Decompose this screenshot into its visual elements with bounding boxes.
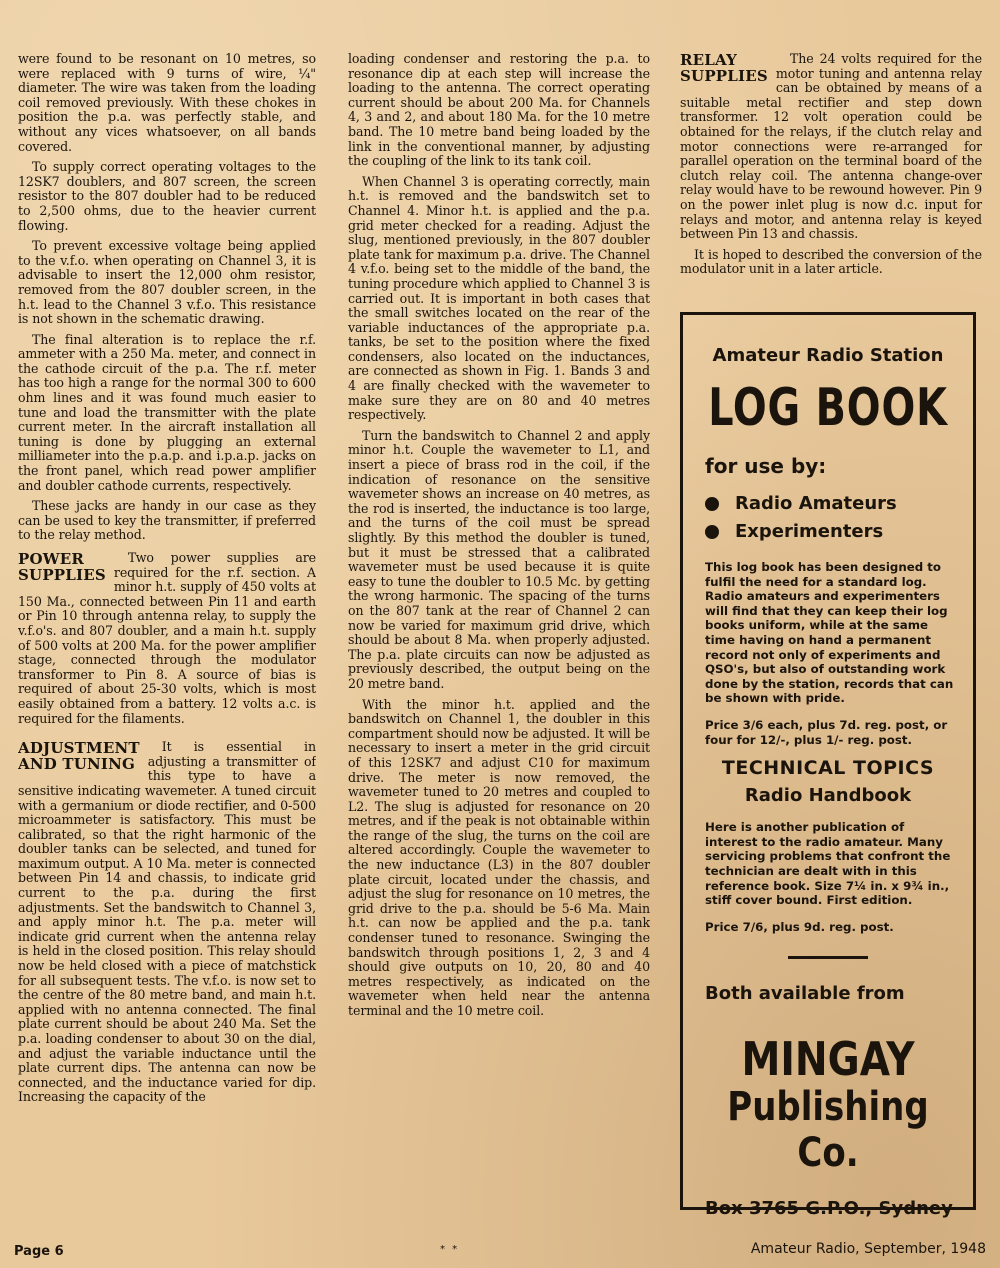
- paragraph: were found to be resonant on 10 metres, so were replaced with 9 turns of wire, ¼" diameter. The wire was taken from the loading coil removed previously. With these chokes in position the p.a. was perfectly stable, and without any vices whatsoever, on all bands covered.: [18, 52, 316, 154]
- paragraph: The 24 volts required for the motor tuning and antenna relay can be obtained by means of a suitable metal rectifier and step down transformer. 12 volt operation could be obtained for the relays, if the clutch relay and motor connections were re-arranged for parallel operation on the terminal board of the clutch relay coil. The antenna change-over relay would have to be rewound however. Pin 9 on the power inlet plug is now d.c. input for relays and motor, and antenna relay is keyed between Pin 13 and chassis.: [680, 52, 982, 242]
- publisher-name: MINGAY: [741, 1032, 915, 1087]
- column-left: [18, 52, 316, 1242]
- ad-subheading: for use by:: [705, 454, 827, 478]
- footer-ornament: * *: [440, 1244, 460, 1255]
- paragraph: It is essential in adjusting a transmitter of this type to have a sensitive indicating wavemeter. A tuned circuit with a germanium or diode rectifier, and 0-500 microammeter is satisfactory. This must be calibrated, so that the right harmonic of the doubler tanks can be selected, and tuned for maximum output. A 10 Ma. meter is connected between Pin 14 and chassis, to indicate grid current to the p.a. during the first adjustments. Set the bandswitch to Channel 3, and apply minor h.t. The p.a. meter will indicate grid current when the antenna relay is held in the closed position. This relay should now be held closed with a piece of matchstick for all subsequent tests. The v.f.o. is now set to the centre of the 80 metre band, and main h.t. applied with no antenna connected. The final plate current should be about 240 Ma. Set the p.a. loading condenser to about 30 on the dial, and adjust the variable inductance until the plate current dips. The antenna can now be connected, and the inductance varied for dip. Increasing the capacity of the: [18, 740, 316, 1105]
- ad-description: This log book has been designed to fulfil the need for a standard log. Radio amateurs and experimenters will find that they can keep their log books uniform, while at the same time having on hand a permanent record not only of experiments and QSO's, but also of outstanding work done by the station, records that can be shown with pride.: [705, 560, 954, 706]
- section-heading-power-supplies: [18, 551, 106, 583]
- section-heading-adjustment-tuning: [18, 740, 140, 772]
- paragraph: When Channel 3 is operating correctly, main h.t. is removed and the bandswitch set to Channel 4. Minor h.t. is applied and the p.a. grid meter checked for a reading. Adjust the slug, mentioned previously, in the 807 doubler plate tank for maximum p.a. drive. The Channel 4 v.f.o. being set to the middle of the band, the tuning procedure which applied to Channel 3 is carried out. It is important in both cases that the small switches located on the rear of the variable inductances of the appropriate p.a. tanks, be set to the position where the fixed condensers, also located on the inductances, are connected as shown in Fig. 1. Bands 3 and 4 are finally checked with the wavemeter to make sure they are on 80 and 40 metres respectively.: [348, 173, 650, 423]
- bullet-dot-icon: [705, 497, 719, 511]
- heading-line: ADJUSTMENT: [18, 740, 140, 758]
- section-heading-relay-supplies: [680, 52, 768, 84]
- publisher-address: Box 3765 G.P.O., Sydney: [705, 1198, 953, 1220]
- heading-line: SUPPLIES: [18, 566, 106, 584]
- ad-price: Price 7/6, plus 9d. reg. post.: [705, 919, 894, 934]
- paragraph: These jacks are handy in our case as they can be used to key the transmitter, if preferred to the relay method.: [18, 498, 316, 543]
- ad-second-subtitle: Radio Handbook: [744, 785, 912, 807]
- log-book-advertisement: [680, 312, 976, 1220]
- heading-line: SUPPLIES: [680, 67, 768, 85]
- relay-supplies-section: [680, 52, 982, 248]
- paragraph: The final alteration is to replace the r.f. ammeter with a 250 Ma. meter, and connect in the cathode circuit of the p.a. The r.f. meter has too high a range for the normal 300 to 600 ohm lines and it was found much easier to tune and load the transmitter with the plate current meter. In the aircraft installation all tuning is done by plugging an external milliameter into the p.a.p. and i.p.a.p. jacks on the front panel, which read power amplifier and doubler cathode currents, respectively.: [18, 331, 316, 493]
- ad-second-title: TECHNICAL TOPICS: [721, 757, 935, 780]
- column-middle: [348, 52, 650, 1242]
- publisher-suffix: Publishing Co.: [727, 1084, 929, 1177]
- bullet-item: [705, 490, 973, 518]
- bullet-item: [705, 518, 973, 546]
- heading-line: POWER: [18, 551, 85, 568]
- power-supplies-section: [18, 551, 316, 732]
- divider: [788, 956, 868, 959]
- ad-bullet-list: [705, 490, 973, 546]
- paragraph: Turn the bandswitch to Channel 2 and apply minor h.t. Couple the wavemeter to L1, and insert a piece of brass rod in the coil, if the indication of resonance on the sensitive wavemeter shows an increase on 40 metres, as the rod is inserted, the inductance is too large, and the turns of the coil must be spread slightly. By this method the doubler is tuned, but it must be stressed that a calibrated wavemeter must be used because it is quite easy to tune the doubler to 10.5 Mc. by getting the wrong harmonic. The spacing of the turns on the 807 tank at the rear of Channel 2 can now be varied for maximum grid drive, which should be about 8 Ma. when properly adjusted. The p.a. plate circuits can now be adjusted as previously described, the output being on the 20 metre band.: [348, 427, 650, 691]
- ad-description: Here is another publication of interest to the radio amateur. Many servicing problems that confront the technician are dealt with in this reference book. Size 7¼ in. x 9¾ in., stiff cover bound. First edition.: [705, 820, 951, 908]
- paragraph: To supply correct operating voltages to the 12SK7 doublers, and 807 screen, the screen resistor to the 807 doubler had to be reduced to 2,500 ohms, due to the heavier current flowing.: [18, 159, 316, 233]
- paragraph: With the minor h.t. applied and the bandswitch on Channel 1, the doubler in this compartment should now be adjusted. It will be necessary to insert a meter in the grid circuit of this 12SK7 and adjust C10 for maximum drive. The meter is now removed, the wavemeter tuned to 20 metres and coupled to L2. The slug is adjusted for resonance on 20 metres, and if the peak is not obtainable within the range of the slug, the turns on the coil are altered accordingly. Couple the wavemeter to the new inductance (L3) in the 807 doubler plate circuit, located under the chassis, and adjust the slug for resonance on 10 metres, the grid drive to the p.a. should be 5-6 Ma. Main h.t. can now be applied and the p.a. tank condenser tuned to resonance. Swinging the bandswitch through positions 1, 2, 3 and 4 should give outputs on 10, 20, 80 and 40 metres respectively, as indicated on the wavemeter when held near the antenna terminal and the 10 metre coil.: [348, 696, 650, 1018]
- ad-heading: Amateur Radio Station: [712, 345, 944, 366]
- heading-line: RELAY: [680, 52, 738, 69]
- heading-line: AND TUNING: [18, 755, 136, 774]
- paragraph: Two power supplies are required for the r.f. section. A minor h.t. supply of 450 volts at 150 Ma., connected between Pin 11 and earth or Pin 10 through antenna relay, to supply the v.f.o's. and 807 doubler, and a main h.t. supply of 500 volts at 200 Ma. for the power amplifier stage, connected through the modulator transformer to Pin 8. A source of bias is required of about 25-30 volts, which is most easily obtained from a battery. 12 volts a.c. is required for the filaments.: [18, 551, 316, 726]
- paragraph: It is hoped to described the conversion of the modulator unit in a later article.: [680, 246, 982, 277]
- column-right: [680, 52, 982, 302]
- ad-title: LOG BOOK: [708, 378, 948, 438]
- issue-info: Amateur Radio, September, 1948: [750, 1241, 986, 1257]
- adjustment-section: [18, 740, 316, 1111]
- bullet-label: Experimenters: [735, 521, 884, 542]
- bullet-dot-icon: [705, 525, 719, 539]
- bullet-label: Radio Amateurs: [735, 493, 897, 514]
- paragraph: To prevent excessive voltage being applied to the v.f.o. when operating on Channel 3, it is advisable to insert the 12,000 ohm resistor, removed from the 807 doubler screen, in the h.t. lead to the Channel 3 v.f.o. This resistance is not shown in the schematic drawing.: [18, 238, 316, 327]
- paragraph: loading condenser and restoring the p.a. to resonance dip at each step will increase the loading to the antenna. The correct operating current should be about 200 Ma. for Channels 4, 3 and 2, and about 180 Ma. for the 10 metre band. The 10 metre band being loaded by the link in the conventional manner, by adjusting the coupling of the link to its tank coil.: [348, 52, 650, 169]
- ad-availability: Both available from: [705, 983, 905, 1005]
- page-number: Page 6: [14, 1244, 64, 1259]
- ad-price: Price 3/6 each, plus 7d. reg. post, or four for 12/-, plus 1/- reg. post.: [705, 717, 948, 747]
